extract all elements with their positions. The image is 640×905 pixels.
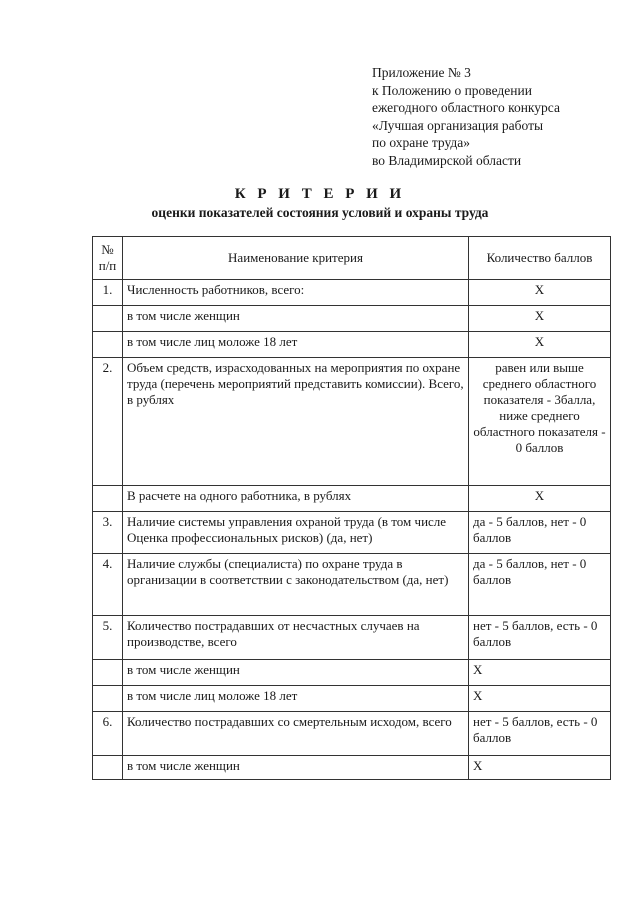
row-num: 3. <box>93 512 123 554</box>
row-points: X <box>469 306 611 332</box>
row-points: нет - 5 баллов, есть - 0 баллов <box>469 712 611 756</box>
row-num <box>93 486 123 512</box>
row-points: X <box>469 756 611 780</box>
appendix-line: «Лучшая организация работы <box>372 117 544 133</box>
row-points: нет - 5 баллов, есть - 0 баллов <box>469 616 611 660</box>
row-num: 6. <box>93 712 123 756</box>
table-row <box>93 332 611 358</box>
row-name: в том числе лиц моложе 18 лет <box>123 686 469 712</box>
row-points: X <box>469 332 611 358</box>
appendix-line: к Положению о проведении <box>372 82 532 98</box>
table-row <box>93 660 611 686</box>
row-name: Наличие службы (специалиста) по охране труда в организации в соответствии с законодательством (да, нет) <box>123 554 469 616</box>
row-name: Количество пострадавших со смертельным исходом, всего <box>123 712 469 756</box>
row-name: в том числе женщин <box>123 660 469 686</box>
appendix-line: по охране труда» <box>372 135 470 150</box>
appendix-header <box>372 64 632 169</box>
criteria-table <box>92 236 611 780</box>
table-row <box>93 756 611 780</box>
appendix-line: во Владимирской области <box>372 152 522 168</box>
row-num: 4. <box>93 554 123 616</box>
row-num <box>93 332 123 358</box>
row-name: в том числе женщин <box>123 756 469 780</box>
header-points: Количество баллов <box>469 237 611 280</box>
row-name: В расчете на одного работника, в рублях <box>123 486 469 512</box>
table-row <box>93 512 611 554</box>
row-name: в том числе лиц моложе 18 лет <box>123 332 469 358</box>
row-num <box>93 686 123 712</box>
row-name: Численность работников, всего: <box>123 280 469 306</box>
table-row <box>93 686 611 712</box>
table-row <box>93 358 611 486</box>
table-row <box>93 712 611 756</box>
row-points: да - 5 баллов, нет - 0 баллов <box>469 512 611 554</box>
table-row <box>93 486 611 512</box>
row-num: 2. <box>93 358 123 486</box>
row-num <box>93 306 123 332</box>
table-row <box>93 280 611 306</box>
table-row <box>93 554 611 616</box>
header-num: № п/п <box>93 237 123 280</box>
row-num <box>93 756 123 780</box>
row-num: 1. <box>93 280 123 306</box>
table-row <box>93 616 611 660</box>
row-points: X <box>469 686 611 712</box>
table-header-row <box>93 237 611 280</box>
row-name: Наличие системы управления охраной труда (в том числе Оценка профессиональных рисков) (да, нет) <box>123 512 469 554</box>
row-num <box>93 660 123 686</box>
row-points: X <box>469 660 611 686</box>
row-name: в том числе женщин <box>123 306 469 332</box>
row-name: Объем средств, израсходованных на мероприятия по охране труда (перечень мероприятий представить комиссии). Всего, в рублях <box>123 358 469 486</box>
table-row <box>93 306 611 332</box>
row-points: равен или выше среднего областного показателя - 3балла, ниже среднего областного показателя - 0 баллов <box>469 358 611 486</box>
row-name: Количество пострадавших от несчастных случаев на производстве, всего <box>123 616 469 660</box>
row-points: X <box>469 280 611 306</box>
row-points: да - 5 баллов, нет - 0 баллов <box>469 554 611 616</box>
document-title: К Р И Т Е Р И И <box>234 186 406 202</box>
row-points: X <box>469 486 611 512</box>
appendix-line: ежегодного областного конкурса <box>372 100 560 115</box>
row-num: 5. <box>93 616 123 660</box>
header-name: Наименование критерия <box>123 237 469 280</box>
appendix-line: Приложение № 3 <box>372 65 471 80</box>
document-subtitle: оценки показателей состояния условий и охраны труда <box>151 205 489 220</box>
